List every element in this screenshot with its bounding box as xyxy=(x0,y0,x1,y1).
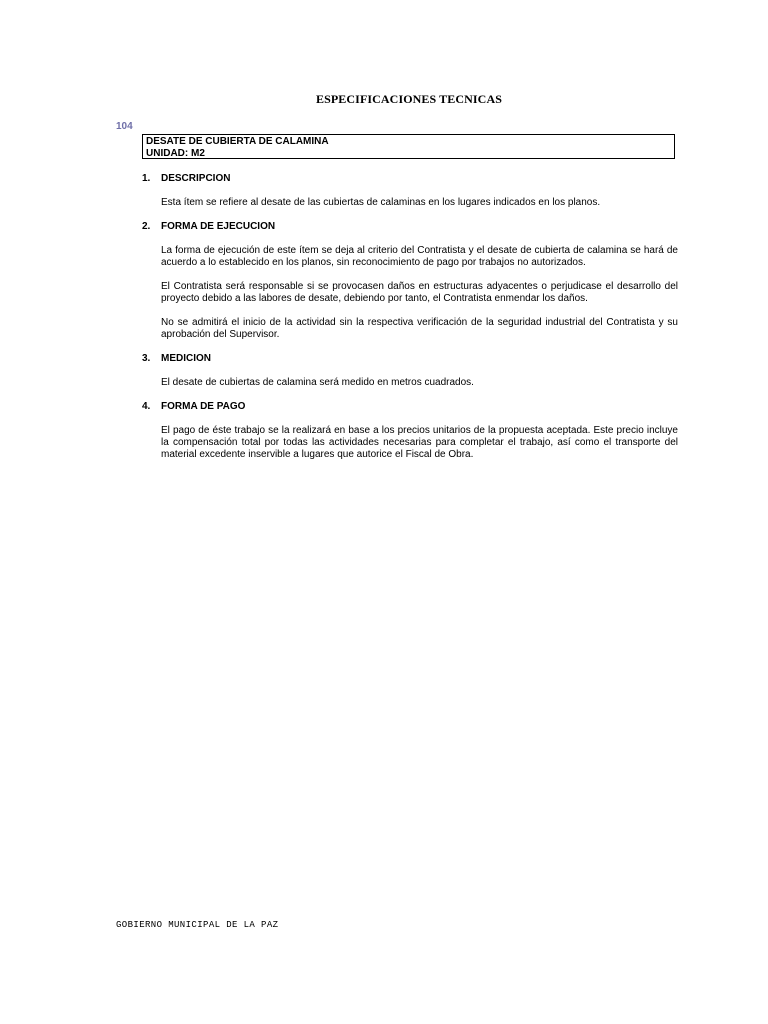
section-number: 1. xyxy=(142,173,151,184)
item-name: DESATE DE CUBIERTA DE CALAMINA xyxy=(146,136,329,147)
section-number: 2. xyxy=(142,221,151,232)
item-number: 104 xyxy=(116,121,133,132)
item-unit: UNIDAD: M2 xyxy=(146,148,205,159)
item-box xyxy=(142,134,675,159)
section-title: DESCRIPCION xyxy=(161,173,231,184)
paragraph: El desate de cubiertas de calamina será medido en metros cuadrados. xyxy=(161,377,474,388)
section-medicion xyxy=(142,353,678,389)
section-descripcion xyxy=(142,173,678,209)
section-heading xyxy=(142,401,678,413)
page-footer: GOBIERNO MUNICIPAL DE LA PAZ xyxy=(116,920,279,930)
paragraph: Esta ítem se refiere al desate de las cubiertas de calaminas en los lugares indicados en los planos. xyxy=(161,197,601,208)
paragraph: El Contratista será responsable si se provocasen daños en estructuras adyacentes o perjudicase el desarrollo del proyecto debido a las labores de desate, debiendo por tanto, el Contratista enmendar los daños. xyxy=(161,281,678,304)
paragraph: El pago de éste trabajo se la realizará en base a los precios unitarios de la propuesta aceptada. Este precio incluye la compensación total por todas las actividades necesarias para completar el trabajo, así como el transporte del material excedente inservible a lugares que autorice el Fiscal de Obra. xyxy=(161,425,678,460)
section-title: MEDICION xyxy=(161,353,211,364)
paragraph: No se admitirá el inicio de la actividad sin la respectiva verificación de la seguridad industrial del Contratista y su aprobación del Supervisor. xyxy=(161,317,678,340)
section-number: 3. xyxy=(142,353,151,364)
section-forma-de-ejecucion xyxy=(142,221,678,341)
section-number: 4. xyxy=(142,401,151,412)
section-title: FORMA DE EJECUCION xyxy=(161,221,276,232)
section-heading xyxy=(142,173,678,185)
section-title: FORMA DE PAGO xyxy=(161,401,246,412)
section-forma-de-pago xyxy=(142,401,678,461)
document-body xyxy=(142,173,678,461)
section-heading xyxy=(142,353,678,365)
paragraph: La forma de ejecución de este ítem se deja al criterio del Contratista y el desate de cubierta de calamina se hará de acuerdo a lo establecido en los planos, sin reconocimiento de pago por trabajos no autorizados. xyxy=(161,245,678,268)
page-title: ESPECIFICACIONES TECNICAS xyxy=(316,92,502,106)
section-heading xyxy=(142,221,678,233)
